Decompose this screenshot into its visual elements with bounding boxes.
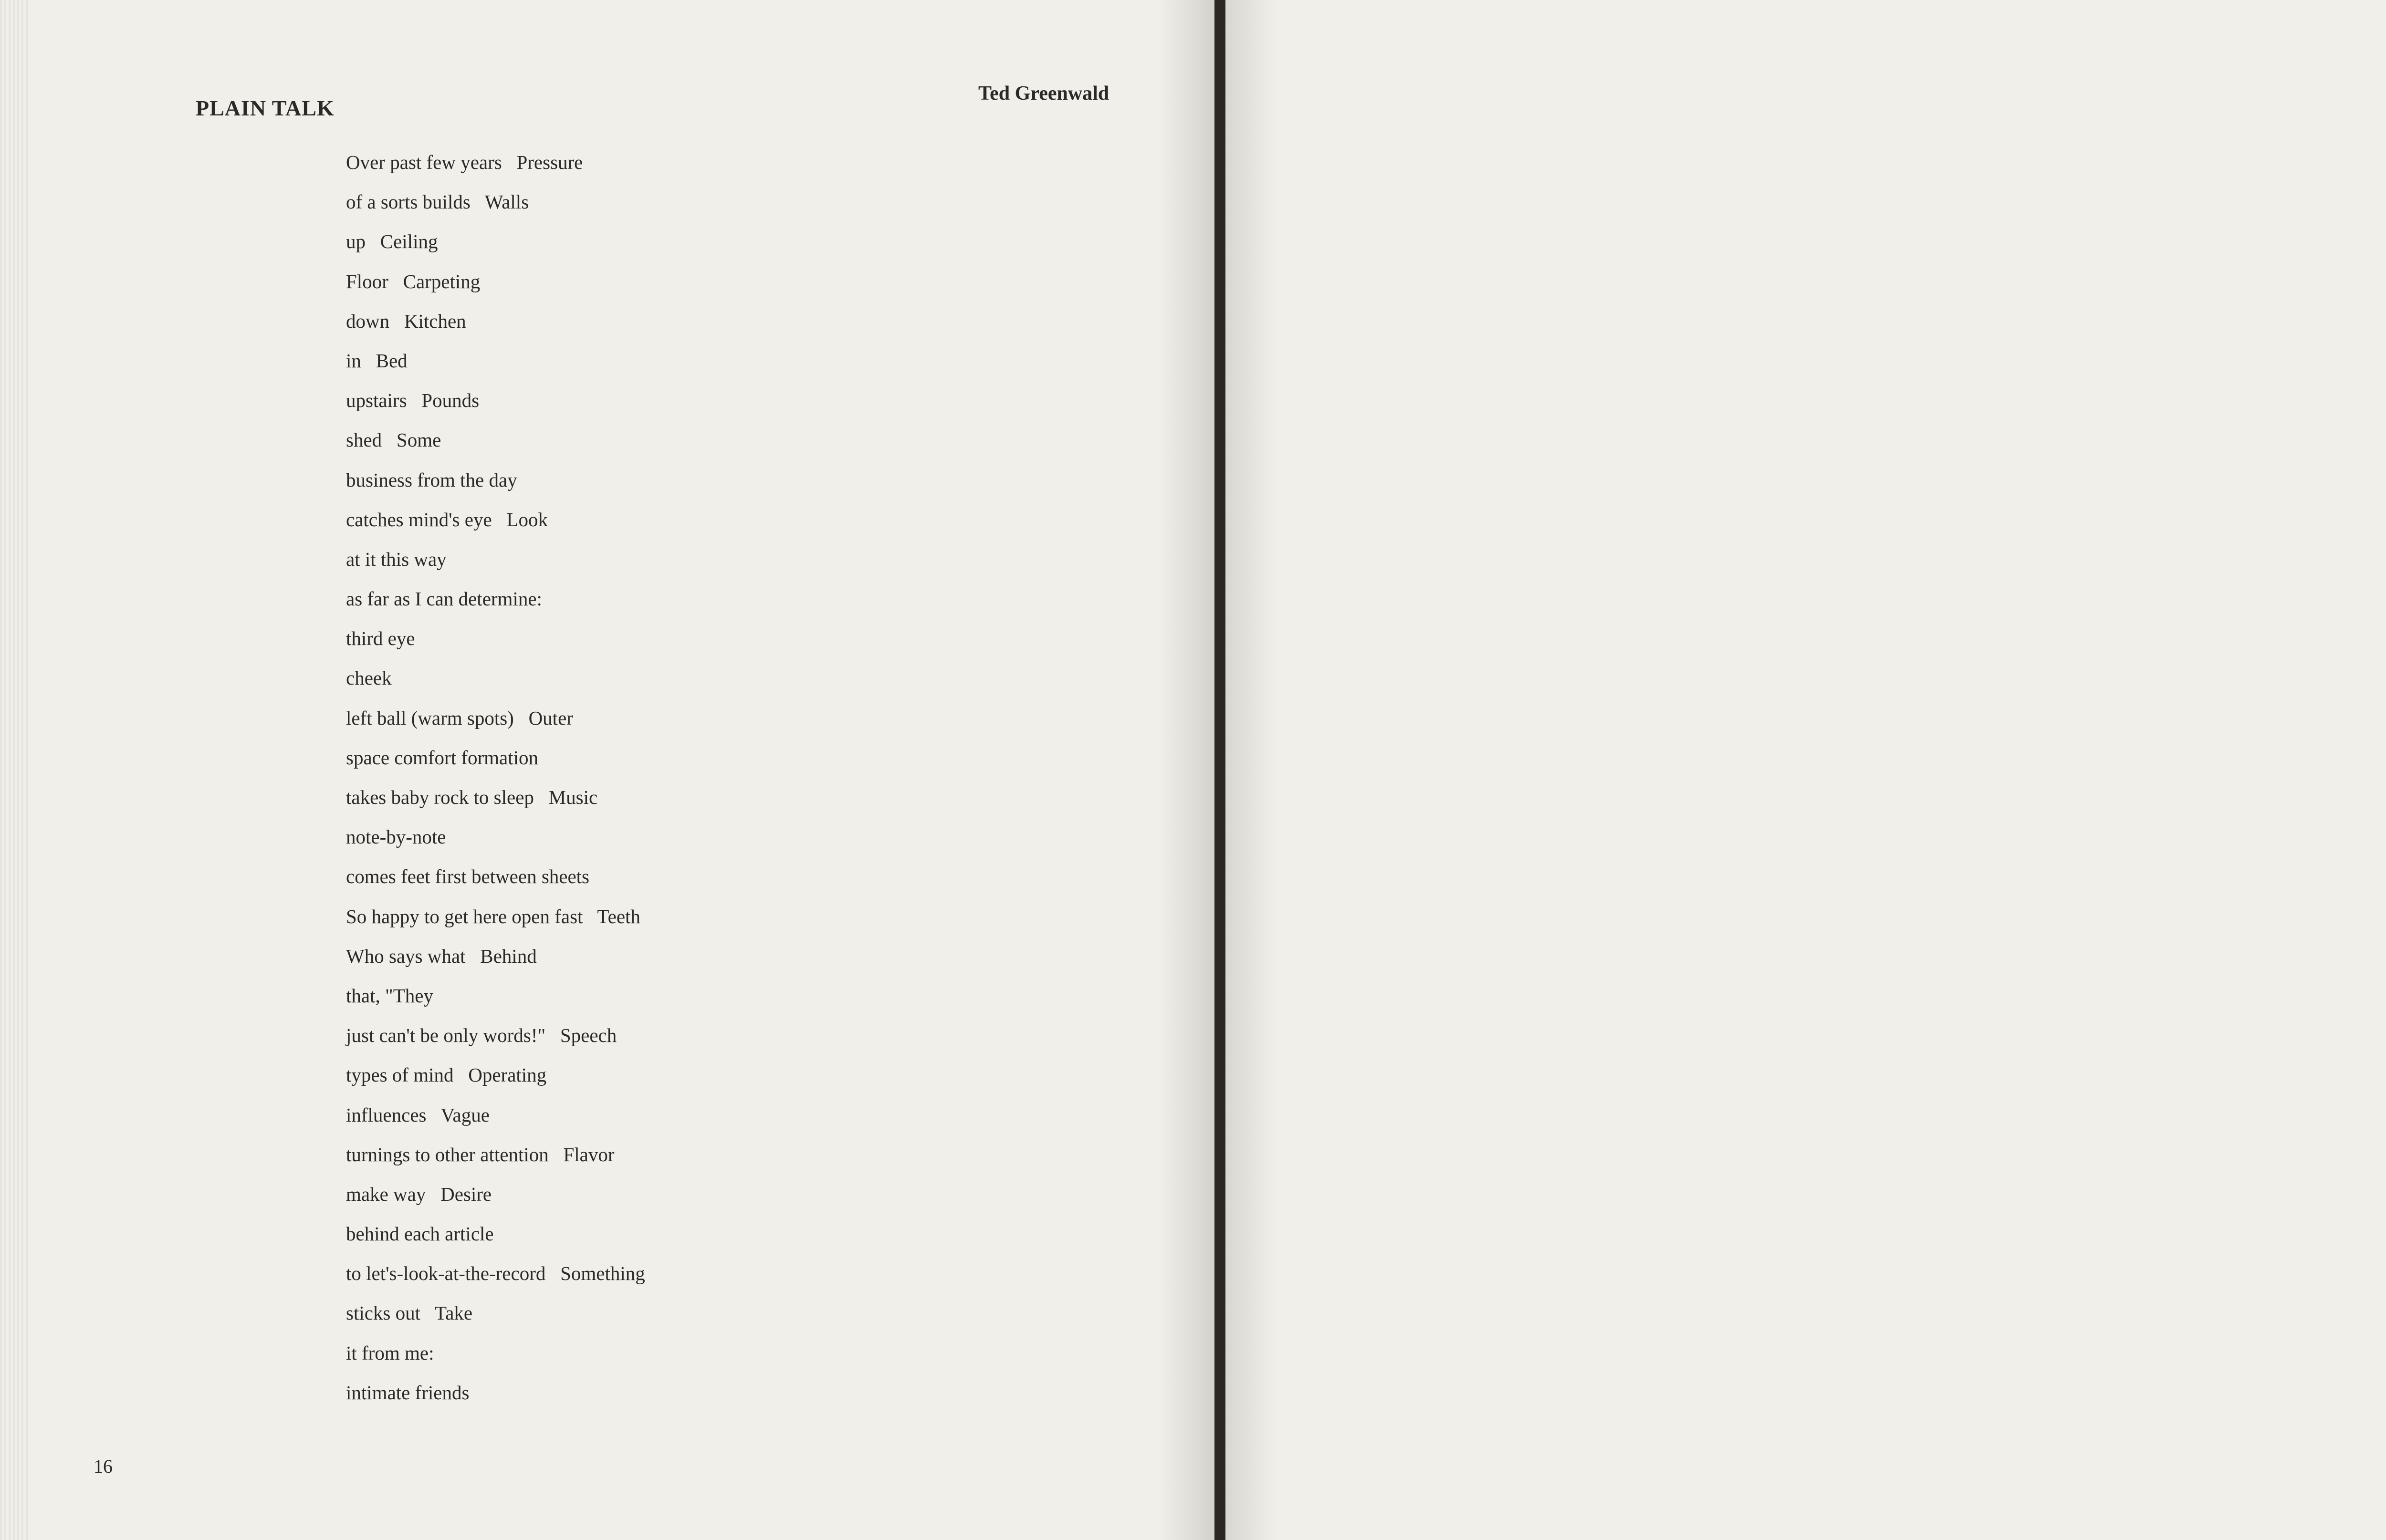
poem-line: So happy to get here open fast Teeth xyxy=(346,905,640,927)
poem-line: cheek xyxy=(346,667,392,689)
poem-line: it from me: xyxy=(346,1342,434,1364)
poem-line: business from the day xyxy=(346,468,517,491)
poem-line: Who says what Behind xyxy=(346,945,537,967)
poem-line: comes feet first between sheets xyxy=(346,865,590,888)
poem-line: down Kitchen xyxy=(346,310,466,332)
poem-line: Floor Carpeting xyxy=(346,270,481,292)
poem-line: upstairs Pounds xyxy=(346,389,480,412)
poem-line: at it this way xyxy=(346,548,447,570)
poem-title: PLAIN TALK xyxy=(196,96,335,120)
poem-line: Over past few years Pressure xyxy=(346,151,583,173)
poem-line: in Bed xyxy=(346,349,408,372)
running-head-author: Ted Greenwald xyxy=(978,83,1109,104)
poem-lines-left xyxy=(346,148,645,1418)
poem-line: behind each article xyxy=(346,1223,494,1245)
gutter-shadow xyxy=(1225,0,1278,1540)
page-edges xyxy=(0,0,29,1540)
poem-line: left ball (warm spots) Outer xyxy=(346,707,573,729)
poem-line: of a sorts builds Walls xyxy=(346,191,529,213)
poem-line: third eye xyxy=(346,627,415,650)
poem-line: to let's-look-at-the-record Something xyxy=(346,1262,645,1285)
poem-line: make way Desire xyxy=(346,1183,492,1205)
poem-line: as far as I can determine: xyxy=(346,588,542,610)
poem-line: that, "They xyxy=(346,984,433,1007)
poem-line: turnings to other attention Flavor xyxy=(346,1143,615,1165)
gutter-shadow xyxy=(1157,0,1214,1540)
poem-line: space comfort formation xyxy=(346,746,539,769)
poem-line: takes baby rock to sleep Music xyxy=(346,786,598,808)
poem-line: up Ceiling xyxy=(346,230,438,253)
poem-line: note-by-note xyxy=(346,826,446,848)
poem-line: catches mind's eye Look xyxy=(346,508,548,531)
poem-line: types of mind Operating xyxy=(346,1064,547,1086)
poem-line: intimate friends xyxy=(346,1381,470,1404)
poem-line: influences Vague xyxy=(346,1103,490,1126)
poem-line: sticks out Take xyxy=(346,1302,473,1324)
right-page xyxy=(1225,0,2386,1540)
page-number: 16 xyxy=(94,1456,113,1477)
poem-line: just can't be only words!" Speech xyxy=(346,1024,617,1047)
poem-line: shed Some xyxy=(346,429,441,451)
